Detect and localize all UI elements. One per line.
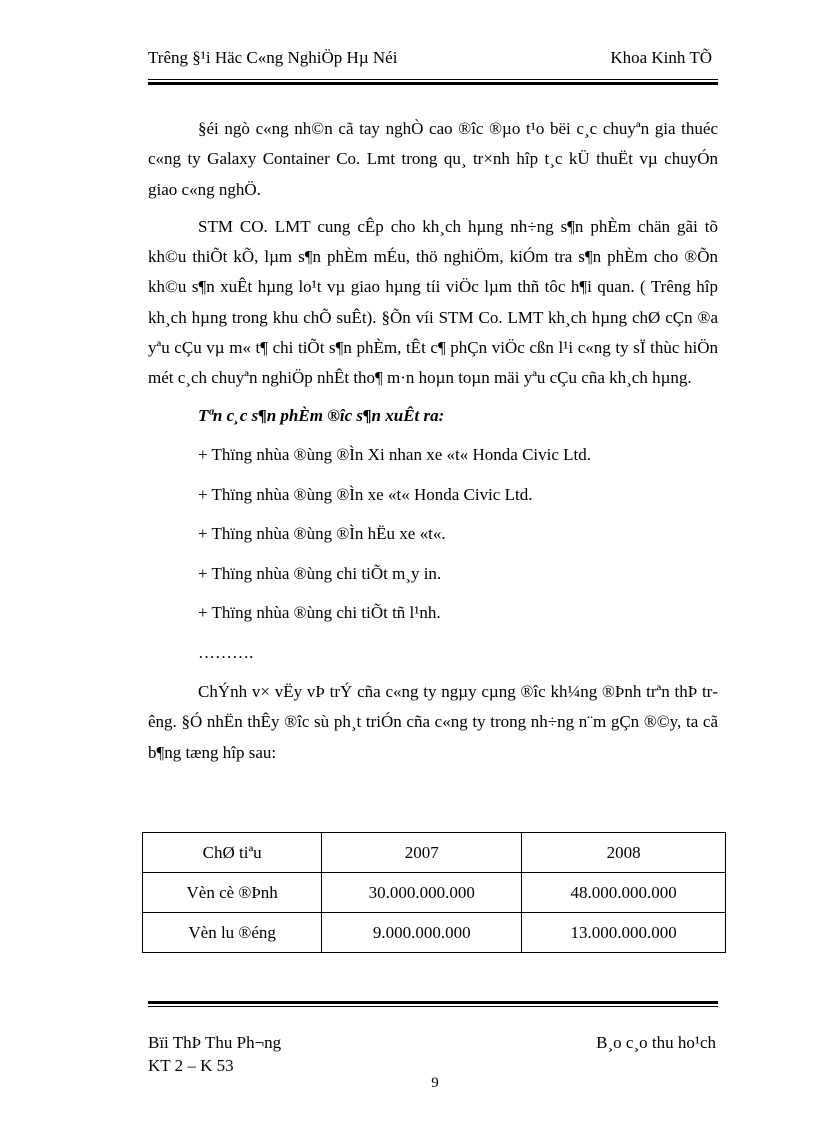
footer-rule-thick [148,1001,718,1004]
header-rule-thick [148,82,718,85]
table-row [143,913,726,953]
product-list-item: + Thïng nhùa ®ùng ®Ìn hËu xe «t«. [198,524,446,544]
paragraph-services: STM CO. LMT cung cÊp cho kh¸ch hµng nh÷ng s¶n phÈm chän gãi tõ kh©u thiÕt kÕ, lµm s¶n phÈm mÉu, thö nghiÖm, kiÓm tra s¶n phÈm cho ®Õn kh©u s¶n xuÊt hµng lo¹t vµ giao hµng tíi viÖc lµm thñ tôc h¶i quan. ( Trêng hîp kh¸ch hµng trong khu chÕ suÊt). §Õn víi STM Co. LMT kh¸ch hµng chØ cÇn ®a yªu cÇu vµ m« t¶ chi tiÕt s¶n phÈm, tÊt c¶ phÇn viÖc cßn l¹i c«ng ty sÏ thùc hiÖn mét c¸ch chuyªn nghiÖp nhÊt tho¶ m·n hoµn toµn mäi yªu cÇu cña kh¸ch hµng. [148,216,718,388]
product-list-item: + Thïng nhùa ®ùng ®Ìn xe «t« Honda Civic Ltd. [198,484,533,504]
footer-rule-thin [148,1006,718,1007]
product-list-item: + Thïng nhùa ®ùng ®Ìn Xi nhan xe «t« Honda Civic Ltd. [198,445,592,465]
paragraph-workforce: §éi ngò c«ng nh©n cã tay nghÒ cao ®îc ®µo t¹o bëi c¸c chuyªn gia thuéc c«ng ty Galaxy Container Co. Lmt trong qu¸ tr×nh hîp t¸c kÜ thuËt vµ chuyÓn giao c«ng nghÖ. [148,119,718,199]
header-rule-thin [148,79,718,80]
table-cell: 30.000.000.000 [322,873,522,913]
table-header-cell: 2008 [522,833,726,873]
table-header-cell: 2007 [322,833,522,873]
table-cell: 48.000.000.000 [522,873,726,913]
header-faculty: Khoa Kinh TÕ [610,48,712,67]
footer-report-type: B¸o c¸o thu ho¹ch [596,1033,716,1052]
product-list-item: + Thïng nhùa ®ùng chi tiÕt tñ l¹nh. [198,603,441,623]
footer-class: KT 2 – K 53 [148,1056,234,1075]
header-school-name: Trêng §¹i Häc C«ng NghiÖp Hµ Néi [148,48,398,67]
table-cell: 9.000.000.000 [322,913,522,953]
table-header-row [143,833,726,873]
product-list-title: Tªn c¸c s¶n phÈm ®îc s¶n xuÊt ra: [198,405,445,425]
footer-author-name: Bïi ThÞ Thu Ph¬ng [148,1033,282,1052]
paragraph-position: ChÝnh v× vËy vÞ trÝ cña c«ng ty ngµy cµng ®îc kh¼ng ®Þnh trªn thÞ trêng. §Ó nhËn thÊy ®îc sù ph¸t triÓn cña c«ng ty trong nh÷ng n¨m gÇn ®©y, ta cã b¶ng tæng hîp sau: [148,682,718,762]
body-content [148,114,718,775]
table-cell: 13.000.000.000 [522,913,726,953]
product-list-item: + Thïng nhùa ®ùng chi tiÕt m¸y in. [198,563,442,583]
capital-table [142,832,726,953]
table-row [143,873,726,913]
table-cell: Vèn lu ®éng [143,913,322,953]
table-cell: Vèn cè ®Þnh [143,873,322,913]
table-header-cell: ChØ tiªu [143,833,322,873]
page-number: 9 [431,1075,439,1091]
product-list-ellipsis: ………. [198,642,254,662]
